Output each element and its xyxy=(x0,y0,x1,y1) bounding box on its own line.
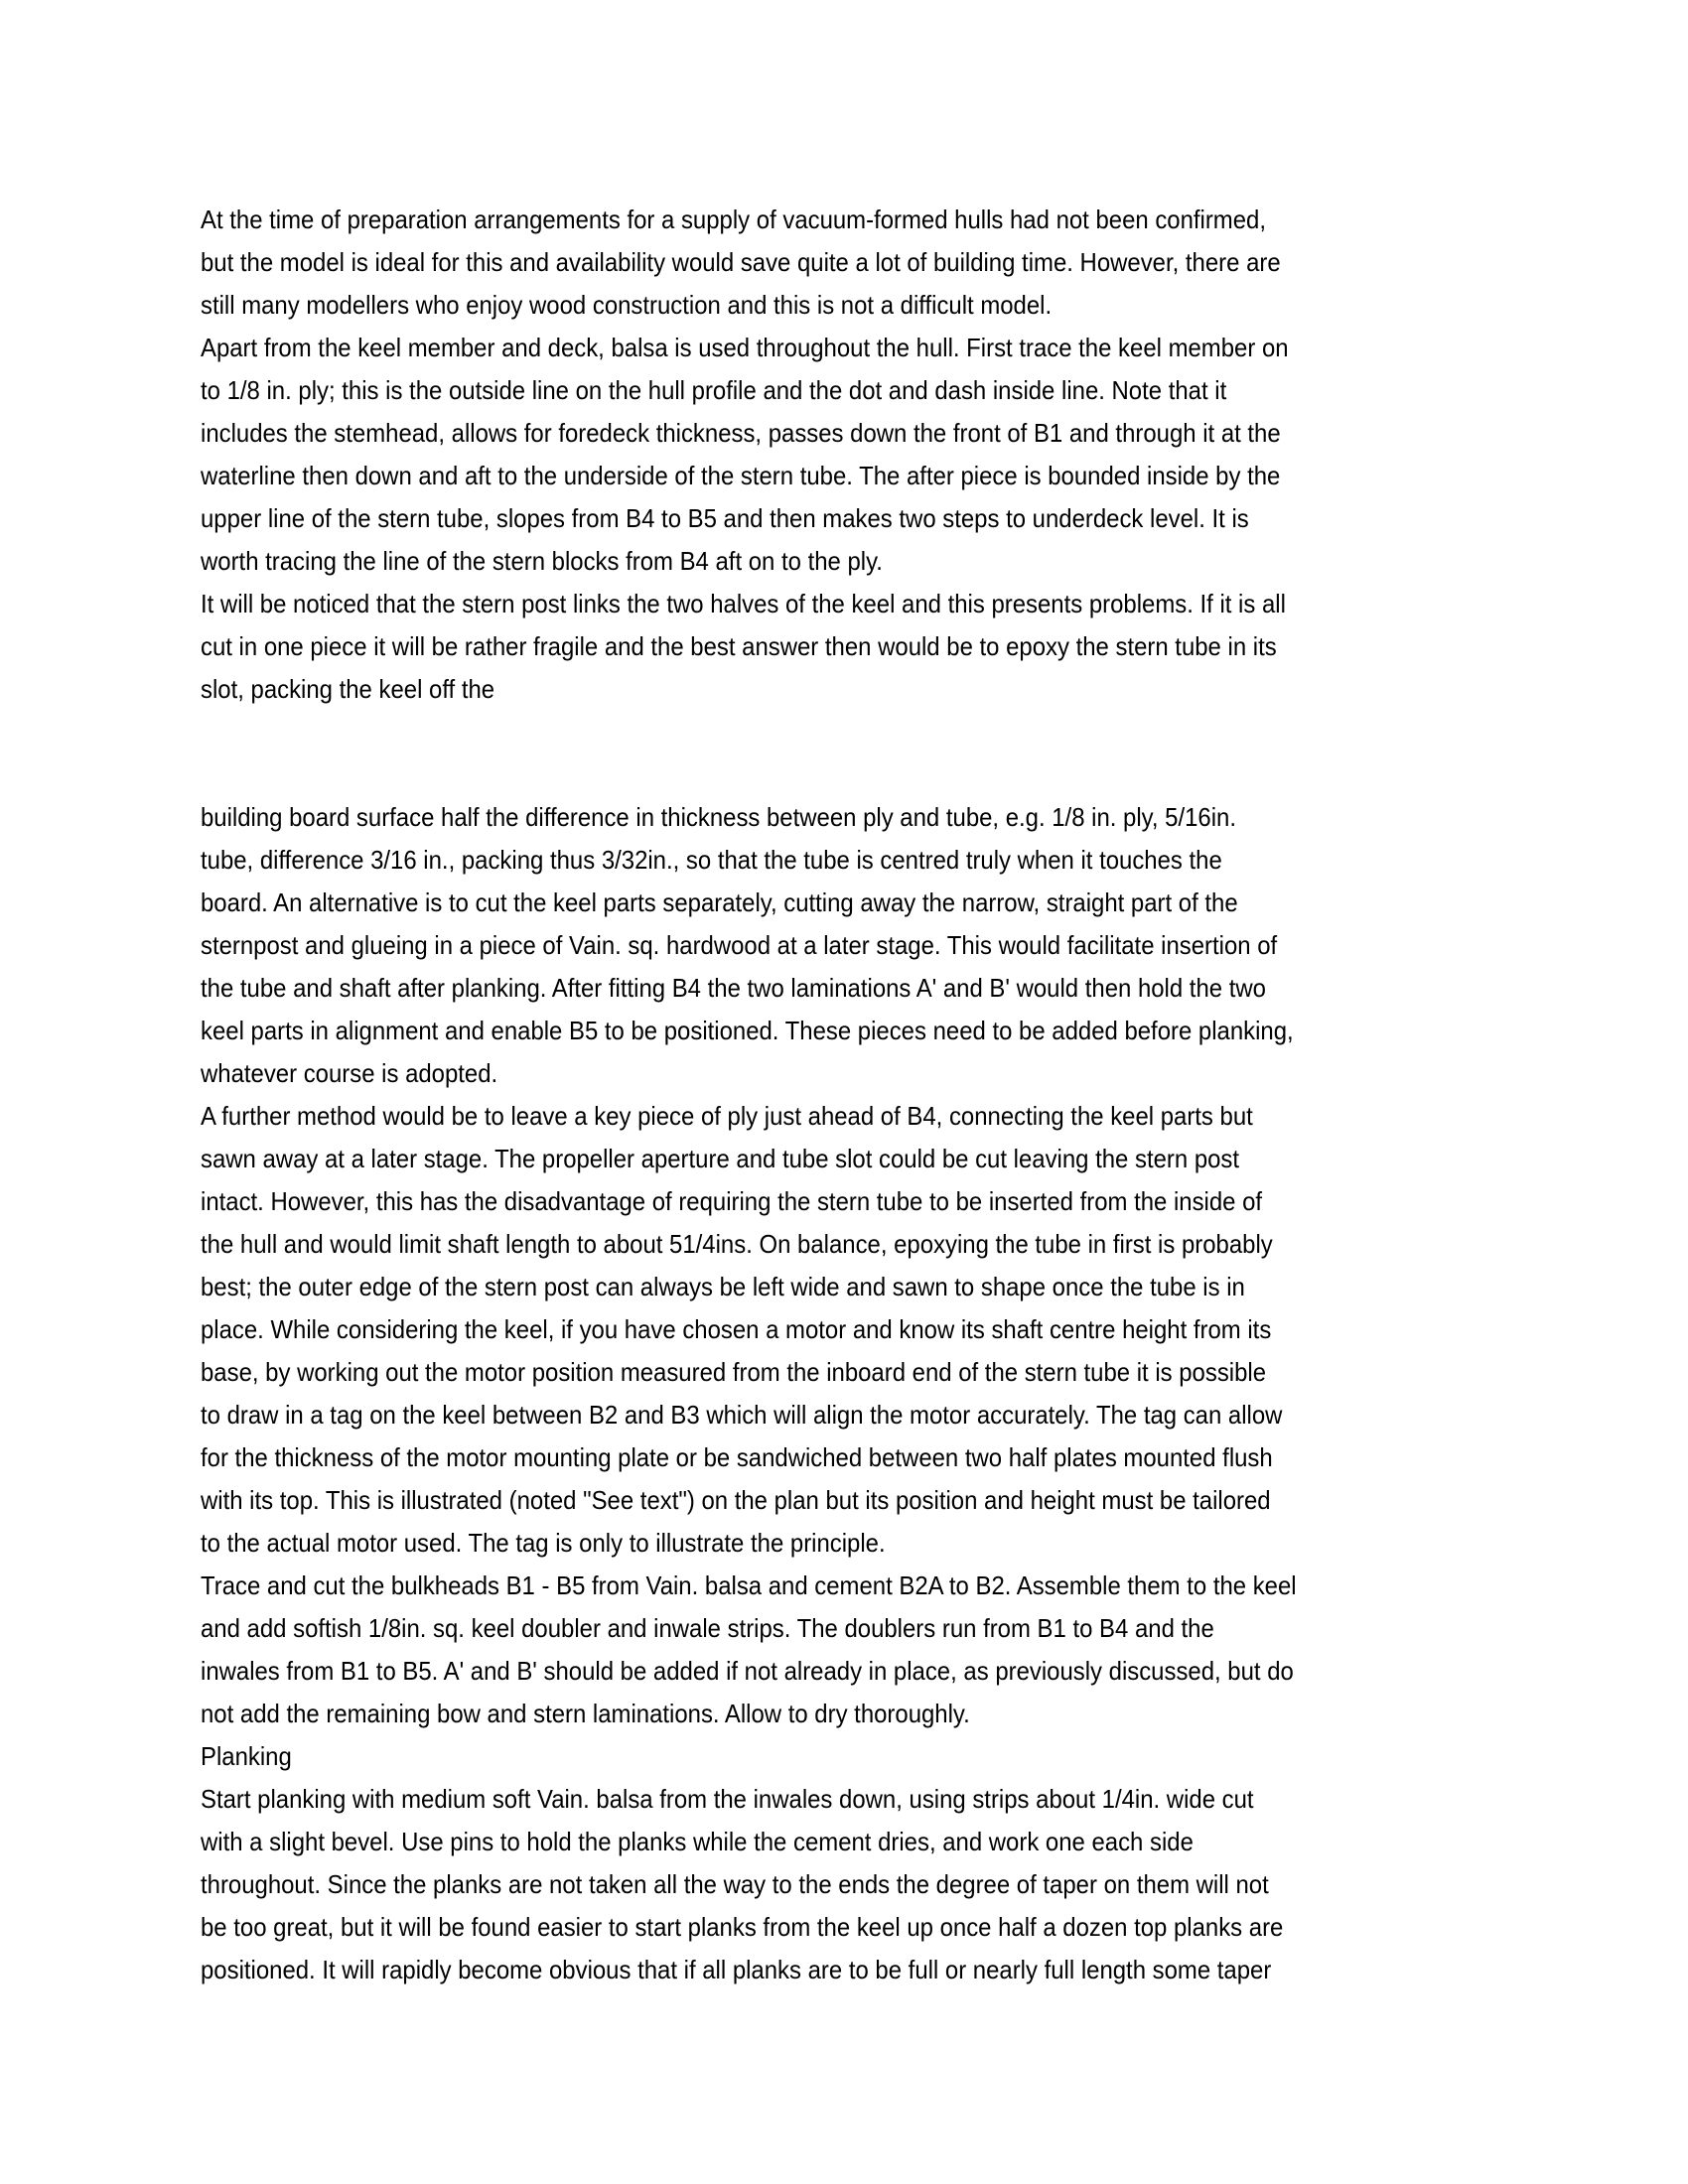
text-line: whatever course is adopted. xyxy=(201,1058,498,1088)
text-line: includes the stemhead, allows for foredeck thickness, passes down the front of B1 and through it at the xyxy=(201,418,1281,448)
text-line: sternpost and glueing in a piece of Vain. sq. hardwood at a later stage. This would facilitate insertion of xyxy=(201,930,1278,960)
text-line: to the actual motor used. The tag is only to illustrate the principle. xyxy=(201,1528,886,1558)
text-line: with a slight bevel. Use pins to hold the planks while the cement dries, and work one each side xyxy=(201,1827,1194,1856)
text-line: but the model is ideal for this and availability would save quite a lot of building time. However, there are xyxy=(201,247,1281,277)
text-line: building board surface half the difference in thickness between ply and tube, e.g. 1/8 in. ply, 5/16in. xyxy=(201,802,1236,832)
text-line: upper line of the stern tube, slopes from B4 to B5 and then makes two steps to underdeck level. It is xyxy=(201,503,1249,533)
body-text-block xyxy=(201,199,1297,1991)
text-line: the tube and shaft after planking. After fitting B4 the two laminations A' and B' would then hold the two xyxy=(201,973,1266,1003)
text-line: to 1/8 in. ply; this is the outside line on the hull profile and the dot and dash inside line. Note that it xyxy=(201,375,1227,405)
text-line: positioned. It will rapidly become obvious that if all planks are to be full or nearly full length some taper xyxy=(201,1955,1272,1984)
text-line: cut in one piece it will be rather fragile and the best answer then would be to epoxy the stern tube in its xyxy=(201,631,1277,661)
text-line: Apart from the keel member and deck, balsa is used throughout the hull. First trace the keel member on xyxy=(201,333,1289,362)
text-line: be too great, but it will be found easier to start planks from the keel up once half a dozen top planks are xyxy=(201,1912,1284,1942)
text-line: Trace and cut the bulkheads B1 - B5 from Vain. balsa and cement B2A to B2. Assemble them to the keel xyxy=(201,1570,1297,1600)
text-line: not add the remaining bow and stern laminations. Allow to dry thoroughly. xyxy=(201,1699,970,1728)
text-line: slot, packing the keel off the xyxy=(201,674,495,704)
text-line: place. While considering the keel, if you have chosen a motor and know its shaft centre height from its xyxy=(201,1314,1272,1344)
text-line xyxy=(201,711,1297,753)
text-line: It will be noticed that the stern post links the two halves of the keel and this presents problems. If it is all xyxy=(201,589,1286,618)
text-line: board. An alternative is to cut the keel parts separately, cutting away the narrow, straight part of the xyxy=(201,887,1238,917)
text-line: sawn away at a later stage. The propeller aperture and tube slot could be cut leaving the stern post xyxy=(201,1144,1240,1173)
text-line: waterline then down and aft to the underside of the stern tube. The after piece is bounded inside by the xyxy=(201,461,1281,490)
text-line: to draw in a tag on the keel between B2 and B3 which will align the motor accurately. The tag can allow xyxy=(201,1400,1283,1430)
text-line: base, by working out the motor position measured from the inboard end of the stern tube it is possible xyxy=(201,1357,1267,1387)
text-line: At the time of preparation arrangements for a supply of vacuum-formed hulls had not been confirmed, xyxy=(201,205,1266,234)
text-line: A further method would be to leave a key piece of ply just ahead of B4, connecting the keel parts but xyxy=(201,1101,1253,1131)
text-line: with its top. This is illustrated (noted "See text") on the plan but its position and height must be tailored xyxy=(201,1485,1271,1515)
text-line: still many modellers who enjoy wood construction and this is not a difficult model. xyxy=(201,290,1053,320)
text-line: keel parts in alignment and enable B5 to be positioned. These pieces need to be added before planking, xyxy=(201,1016,1294,1045)
text-line: throughout. Since the planks are not taken all the way to the ends the degree of taper on them will not xyxy=(201,1869,1269,1899)
text-line: tube, difference 3/16 in., packing thus 3/32in., so that the tube is centred truly when it touches the xyxy=(201,845,1222,875)
section-heading: Planking xyxy=(201,1741,292,1771)
text-line: Start planking with medium soft Vain. balsa from the inwales down, using strips about 1/4in. wide cut xyxy=(201,1784,1254,1814)
text-line: best; the outer edge of the stern post can always be left wide and sawn to shape once the tube is in xyxy=(201,1272,1245,1301)
text-line: intact. However, this has the disadvantage of requiring the stern tube to be inserted from the inside of xyxy=(201,1186,1263,1216)
text-line: inwales from B1 to B5. A' and B' should be added if not already in place, as previously discussed, but do xyxy=(201,1656,1294,1686)
text-line: for the thickness of the motor mounting plate or be sandwiched between two half plates mounted flush xyxy=(201,1442,1273,1472)
text-line: worth tracing the line of the stern blocks from B4 aft on to the ply. xyxy=(201,546,883,576)
text-line xyxy=(201,753,1297,796)
text-line: the hull and would limit shaft length to about 51/4ins. On balance, epoxying the tube in first is probably xyxy=(201,1229,1273,1259)
text-line: and add softish 1/8in. sq. keel doubler and inwale strips. The doublers run from B1 to B4 and the xyxy=(201,1613,1214,1643)
